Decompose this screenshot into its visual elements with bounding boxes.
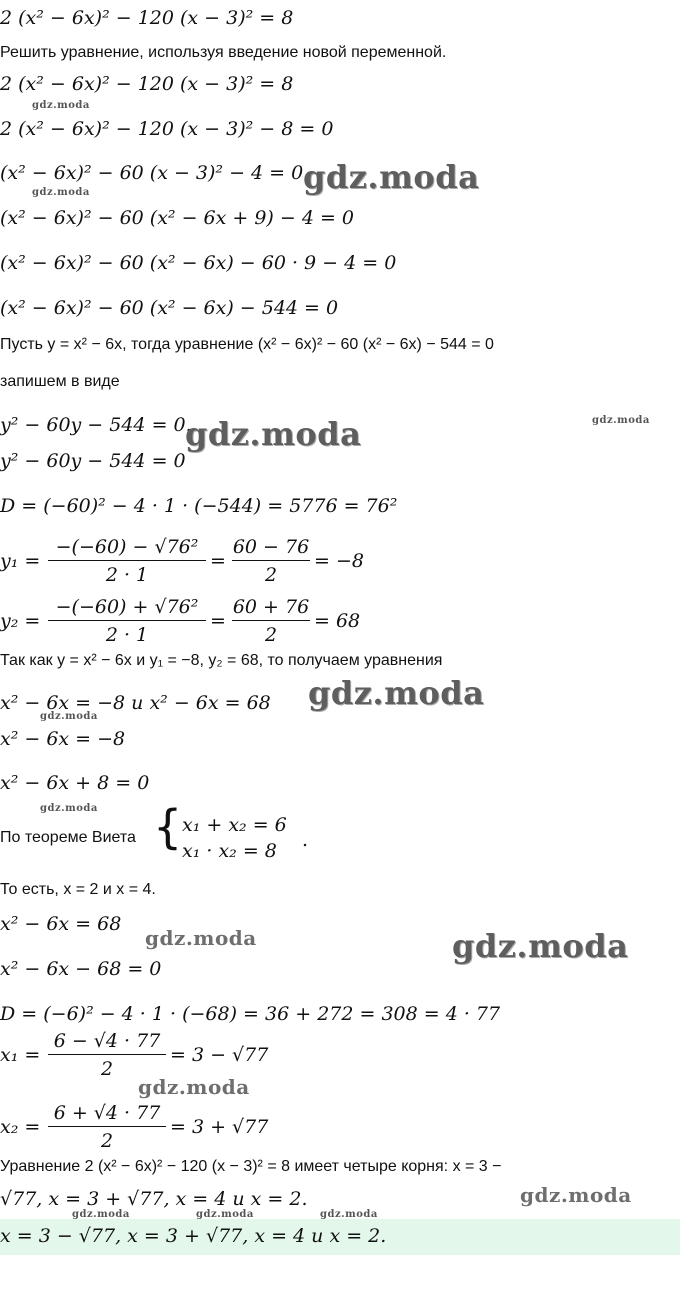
vieta-text: По теореме Виета <box>0 829 136 846</box>
equation-line: y² − 60y − 544 = 0 <box>0 450 186 472</box>
equation-line: x² − 6x − 68 = 0 <box>0 958 162 980</box>
final-answer: x = 3 − √77, x = 3 + √77, x = 4 и x = 2. <box>0 1225 387 1247</box>
watermark: gdz.moda <box>185 415 362 453</box>
root-lhs: x₁ = <box>0 1044 41 1066</box>
vieta-period: . <box>302 829 309 851</box>
system-brace-icon: { <box>153 800 183 854</box>
final-answer-box <box>0 1219 680 1255</box>
equation-line: (x² − 6x)² − 60 (x² − 6x) − 544 = 0 <box>0 297 339 319</box>
fraction-numerator: 60 + 76 <box>232 596 310 618</box>
equals-sign: = <box>210 550 226 572</box>
fraction-numerator: −(−60) − √76² <box>55 536 199 558</box>
root-lhs: y₂ = <box>0 610 41 632</box>
watermark: gdz.moda <box>145 926 257 950</box>
watermark: gdz.moda <box>138 1075 250 1099</box>
equation-line: 2 (x² − 6x)² − 120 (x − 3)² = 8 <box>0 73 294 95</box>
summary-text: Уравнение 2 (x² − 6x)² − 120 (x − 3)² = 8 имеет четыре корня: x = 3 − <box>0 1158 502 1175</box>
vieta-equation: x₁ · x₂ = 8 <box>182 840 277 862</box>
equation-line: (x² − 6x)² − 60 (x² − 6x + 9) − 4 = 0 <box>0 207 355 229</box>
fraction-denominator: 2 <box>100 1130 114 1152</box>
fraction-bar <box>48 1126 166 1127</box>
watermark: gdz.moda <box>592 415 650 426</box>
equation-line: 2 (x² − 6x)² − 120 (x − 3)² = 8 <box>0 7 294 29</box>
roots-text: То есть, x = 2 и x = 4. <box>0 881 156 898</box>
fraction-denominator: 2 · 1 <box>105 624 149 646</box>
watermark: gdz.moda <box>40 711 98 722</box>
transition-text: Так как y = x² − 6x и y₁ = −8, y₂ = 68, то получаем уравнения <box>0 652 443 669</box>
summary-text-cont: √77, x = 3 + √77, x = 4 и x = 2. <box>0 1188 308 1210</box>
root-value: = 3 − √77 <box>170 1044 269 1066</box>
equation-line: (x² − 6x)² − 60 (x² − 6x) − 60 · 9 − 4 = 0 <box>0 252 397 274</box>
equation-line: x² − 6x = −8 и x² − 6x = 68 <box>0 692 271 714</box>
watermark: gdz.moda <box>32 187 90 198</box>
fraction-numerator: −(−60) + √76² <box>55 596 199 618</box>
equation-line: (x² − 6x)² − 60 (x − 3)² − 4 = 0 <box>0 162 304 184</box>
fraction-bar <box>232 620 310 621</box>
fraction-denominator: 2 <box>264 564 278 586</box>
substitution-text: Пусть y = x² − 6x, тогда уравнение (x² − 6x)² − 60 (x² − 6x) − 544 = 0 <box>0 336 494 353</box>
vieta-equation: x₁ + x₂ = 6 <box>182 814 287 836</box>
fraction-bar <box>48 1054 166 1055</box>
equation-line: x² − 6x = −8 <box>0 728 126 750</box>
discriminant-line: D = (−6)² − 4 · 1 · (−68) = 36 + 272 = 308 = 4 · 77 <box>0 1003 501 1025</box>
discriminant-line: D = (−60)² − 4 · 1 · (−544) = 5776 = 76² <box>0 495 398 517</box>
substitution-text-cont: запишем в виде <box>0 373 120 390</box>
equation-line: 2 (x² − 6x)² − 120 (x − 3)² − 8 = 0 <box>0 118 334 140</box>
equals-sign: = <box>210 610 226 632</box>
watermark: gdz.moda <box>308 674 485 712</box>
root-lhs: y₁ = <box>0 550 41 572</box>
watermark: gdz.moda <box>40 803 98 814</box>
equation-line: x² − 6x + 8 = 0 <box>0 772 150 794</box>
watermark: gdz.moda <box>32 100 90 111</box>
fraction-denominator: 2 <box>264 624 278 646</box>
fraction-denominator: 2 · 1 <box>105 564 149 586</box>
fraction-bar <box>232 560 310 561</box>
task-text: Решить уравнение, используя введение новой переменной. <box>0 44 447 61</box>
root-value: = 68 <box>314 610 361 632</box>
watermark: gdz.moda <box>452 927 629 965</box>
watermark: gdz.moda <box>320 1209 378 1220</box>
fraction-bar <box>48 620 206 621</box>
root-value: = 3 + √77 <box>170 1116 269 1138</box>
fraction-numerator: 60 − 76 <box>232 536 310 558</box>
fraction-bar <box>48 560 206 561</box>
root-value: = −8 <box>314 550 364 572</box>
watermark: gdz.moda <box>520 1183 632 1207</box>
watermark: gdz.moda <box>196 1209 254 1220</box>
watermark: gdz.moda <box>72 1209 130 1220</box>
root-lhs: x₂ = <box>0 1116 41 1138</box>
fraction-numerator: 6 − √4 · 77 <box>53 1030 161 1052</box>
fraction-numerator: 6 + √4 · 77 <box>53 1102 161 1124</box>
equation-line: x² − 6x = 68 <box>0 913 122 935</box>
watermark: gdz.moda <box>303 158 480 196</box>
fraction-denominator: 2 <box>100 1058 114 1080</box>
equation-line: y² − 60y − 544 = 0. <box>0 414 192 436</box>
